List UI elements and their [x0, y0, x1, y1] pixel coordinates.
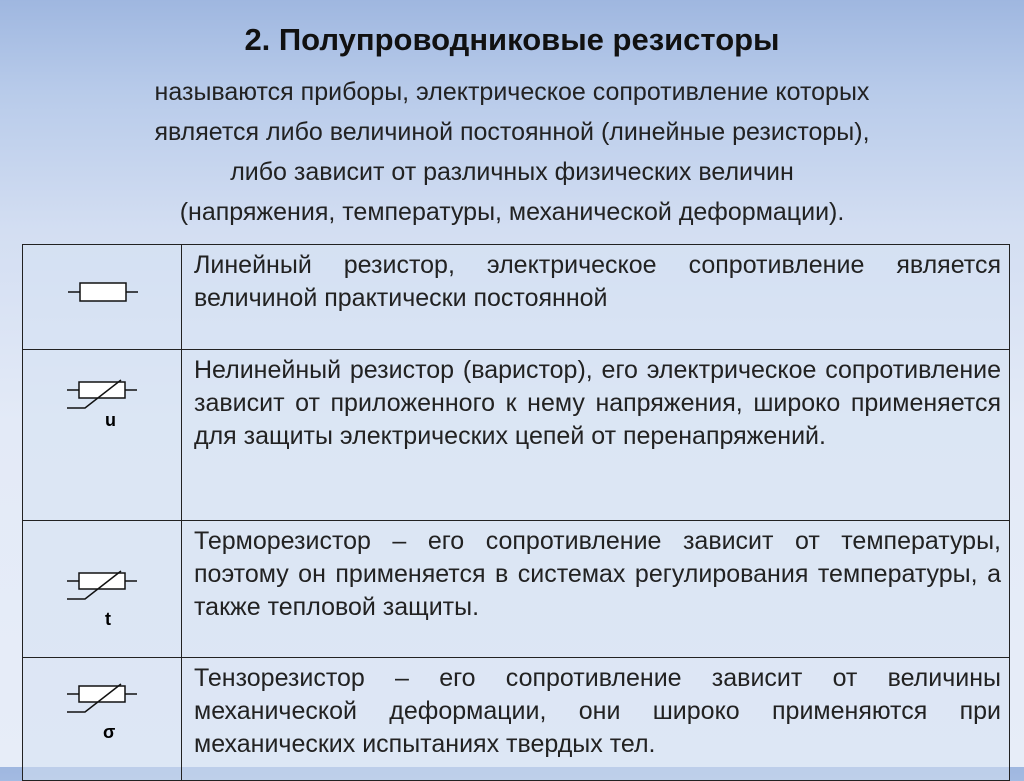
subtitle: [40, 72, 984, 232]
linear-resistor-icon: [62, 277, 142, 307]
strain-gauge-label: σ: [103, 722, 116, 742]
symbol-cell: [23, 658, 182, 781]
strain-gauge-icon: [57, 682, 147, 742]
subtitle-line: (напряжения, температуры, механической деформации).: [179, 198, 845, 226]
varistor-icon: [57, 378, 147, 430]
varistor-label: u: [105, 410, 116, 430]
table-row: [23, 350, 1010, 521]
description-cell: Терморезистор – его сопротивление зависит от температуры, поэтому он применяется в системах регулирования температуры, а также тепловой защиты.: [182, 521, 1010, 658]
symbol-cell: [23, 521, 182, 658]
thermistor-icon: [57, 569, 147, 629]
slide-title: 2. Полупроводниковые резисторы: [244, 22, 780, 57]
symbol-cell: [23, 350, 182, 521]
description-cell: Линейный резистор, электрическое сопротивление является величиной практически постоянной: [182, 245, 1010, 350]
description-cell: Тензорезистор – его сопротивление зависит от величины механической деформации, они широко применяются при механических испытаниях твердых тел.: [182, 658, 1010, 781]
subtitle-line: называются приборы, электрическое сопротивление которых: [154, 78, 870, 106]
resistor-types-table: [22, 244, 1010, 781]
table-row: [23, 245, 1010, 350]
description-cell: Нелинейный резистор (варистор), его электрическое сопротивление зависит от приложенного к нему напряжения, широко применяется для защиты электрических цепей от перенапряжений.: [182, 350, 1010, 521]
thermistor-label: t: [105, 609, 111, 629]
symbol-cell: [23, 245, 182, 350]
table-row: [23, 521, 1010, 658]
subtitle-line: либо зависит от различных физических величин: [230, 158, 794, 186]
subtitle-line: является либо величиной постоянной (линейные резисторы),: [154, 118, 870, 146]
table-row: [23, 658, 1010, 781]
